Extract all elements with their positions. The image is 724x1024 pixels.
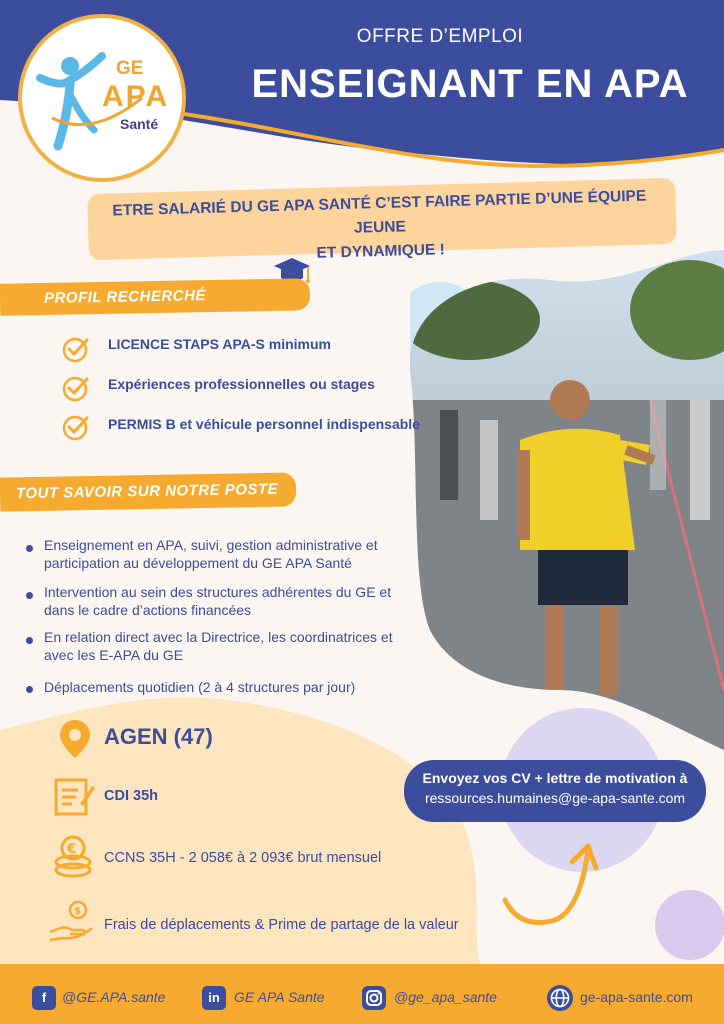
ge-apa-sante-logo [18,14,186,182]
requirement-3: PERMIS B et véhicule personnel indispensable [108,416,420,432]
website-link[interactable]: ge-apa-sante.com [580,989,693,1005]
job-detail-line: En relation direct avec la Directrice, les coordinatrices et [44,629,393,645]
svg-text:€: € [67,842,77,857]
bullet [26,637,33,644]
tagline-line-2: ET DYNAMIQUE ! [316,241,446,262]
globe-icon[interactable] [546,984,574,1012]
requirement-1: LICENCE STAPS APA-S minimum [108,336,331,352]
job-detail-line: avec les E-APA du GE [44,647,184,663]
instagram-icon[interactable] [362,986,386,1010]
bullet [26,592,33,599]
svg-text:$: $ [74,906,81,917]
team-photo [410,250,724,750]
job-detail-line: participation au développement du GE APA Santé [44,555,352,571]
job-detail-line: Déplacements quotidien (2 à 4 structures par jour) [44,679,356,695]
euro-coins-icon [50,834,96,880]
logo-sante: Santé [120,116,159,132]
job-offer-label: OFFRE D’EMPLOI [356,26,524,47]
contract-type: CDI 35h [104,788,158,804]
check-circle-icon [62,413,90,441]
job-title: ENSEIGNANT EN APA [251,62,689,106]
job-details-heading: TOUT SAVOIR SUR NOTRE POSTE [0,472,296,511]
facebook-icon[interactable]: f [32,986,56,1010]
benefits: Frais de déplacements & Prime de partage de la valeur [104,917,459,933]
linkedin-handle[interactable]: GE APA Sante [234,989,325,1005]
check-circle-icon [62,374,90,402]
job-location: AGEN (47) [104,724,213,749]
logo-ge: GE [116,58,144,79]
job-detail-line: dans le cadre d’actions financées [44,602,252,618]
job-detail-item [44,536,444,572]
tagline-line-1: ETRE SALARIÉ DU GE APA SANTÉ C’EST FAIRE PARTIE D’UNE ÉQUIPE JEUNE [112,187,647,237]
check-circle-icon [62,335,90,363]
job-detail-item [44,583,444,619]
profile-heading: PROFIL RECHERCHÉ [0,278,310,315]
salary: CCNS 35H - 2 058€ à 2 093€ brut mensuel [104,850,382,866]
job-detail-line: Enseignement en APA, suivi, gestion administrative et [44,537,378,553]
job-detail-item [44,628,444,664]
instagram-handle[interactable]: @ge_apa_sante [394,989,497,1005]
application-cta [404,760,706,822]
logo-apa: APA [102,80,170,113]
bullet [26,545,33,552]
linkedin-icon[interactable]: in [202,986,226,1010]
requirement-2: Expériences professionnelles ou stages [108,376,375,392]
facebook-handle[interactable]: @GE.APA.sante [62,989,166,1005]
cta-email-link[interactable]: ressources.humaines@ge-apa-sante.com [424,790,686,806]
job-detail-line: Intervention au sein des structures adhérentes du GE et [44,584,392,600]
cta-instruction: Envoyez vos CV + lettre de motivation à [422,770,688,786]
location-pin-icon [52,716,98,762]
hand-coin-icon [48,898,94,944]
contract-document-icon [50,774,96,820]
